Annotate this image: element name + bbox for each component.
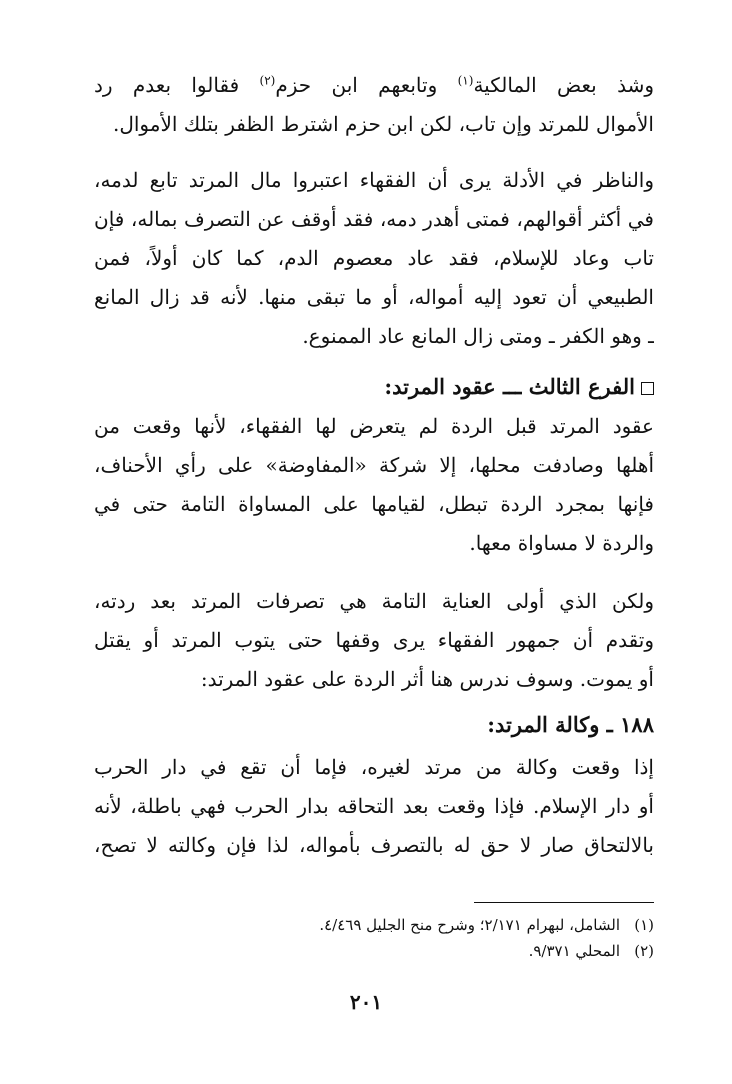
text-run: فقالوا بعدم رد: [94, 73, 260, 97]
footnote-ref-1: (١): [457, 73, 474, 88]
footnote-ref-2: (٢): [259, 73, 276, 88]
paragraph-3-line: والردة لا مساواة معها.: [469, 531, 654, 555]
branch-heading-text: الفرع الثالث ـــ عقود المرتد:: [384, 374, 635, 399]
footnote-divider: [474, 902, 654, 903]
paragraph-5: [94, 748, 654, 865]
footnote-1: [94, 912, 654, 938]
paragraph-2-line: الطبيعي أن تعود إليه أمواله، أو ما تبقى منها. لأنه قد زال المانع: [94, 285, 654, 309]
footnotes: [94, 912, 654, 964]
paragraph-3-line: عقود المرتد قبل الردة لم يتعرض لها الفقهاء، لأنها وقعت من: [94, 414, 654, 438]
footnote-number: (٢): [634, 942, 654, 960]
paragraph-3: [94, 407, 654, 563]
footnote-number: (١): [634, 916, 654, 934]
paragraph-2-line: في أكثر أقوالهم، فمتى أهدر دمه، فقد أوقف عن التصرف بماله، فإن: [94, 207, 654, 231]
footnote-2: [94, 938, 654, 964]
paragraph-2: [94, 161, 654, 356]
paragraph-2-line: تاب وعاد للإسلام، فقد عاد معصوم الدم، كما كان أولاً، فمن: [94, 246, 654, 270]
square-bullet-icon: [641, 382, 654, 395]
text-run: وشذ بعض المالكية: [473, 73, 654, 97]
paragraph-4-line: أو يموت. وسوف ندرس هنا أثر الردة على عقود المرتد:: [200, 667, 654, 691]
page-number: ٢٠١: [349, 990, 383, 1014]
footnote-text: الشامل، لبهرام ٢/١٧١؛ وشرح منح الجليل ٤/٤٦٩.: [319, 916, 620, 934]
paragraph-1-line-1: [94, 66, 654, 105]
paragraph-1: [94, 66, 654, 144]
paragraph-2-line: والناظر في الأدلة يرى أن الفقهاء اعتبروا مال المرتد تابع لدمه،: [94, 168, 654, 192]
paragraph-1-line-2: الأموال للمرتد وإن تاب، لكن ابن حزم اشترط الظفر بتلك الأموال.: [112, 112, 654, 136]
text-run: وتابعهم ابن حزم: [275, 73, 458, 97]
paragraph-4: [94, 582, 654, 699]
section-heading: ١٨٨ ـ وكالة المرتد:: [487, 712, 654, 737]
footnote-text: المحلي ٩/٣٧١.: [528, 942, 620, 960]
paragraph-5-line: إذا وقعت وكالة من مرتد لغيره، فإما أن تقع في دار الحرب: [94, 755, 654, 779]
paragraph-5-line: بالالتحاق صار لا حق له بالتصرف بأمواله، لذا فإن وكالته لا تصح،: [94, 833, 654, 857]
paragraph-4-line: ولكن الذي أولى العناية التامة هي تصرفات المرتد بعد ردته،: [94, 589, 654, 613]
paragraph-2-line: ـ وهو الكفر ـ ومتى زال المانع عاد الممنوع.: [302, 324, 654, 348]
paragraph-5-line: أو دار الإسلام. فإذا وقعت بعد التحاقه بدار الحرب فهي باطلة، لأنه: [94, 794, 654, 818]
paragraph-3-line: فإنها بمجرد الردة تبطل، لقيامها على المساواة التامة حتى في: [94, 492, 654, 516]
paragraph-4-line: وتقدم أن جمهور الفقهاء يرى وقفها حتى يتوب المرتد أو يقتل: [94, 628, 654, 652]
branch-heading: [94, 367, 654, 407]
paragraph-3-line: أهلها وصادفت محلها، إلا شركة «المفاوضة» على رأي الأحناف،: [94, 453, 654, 477]
